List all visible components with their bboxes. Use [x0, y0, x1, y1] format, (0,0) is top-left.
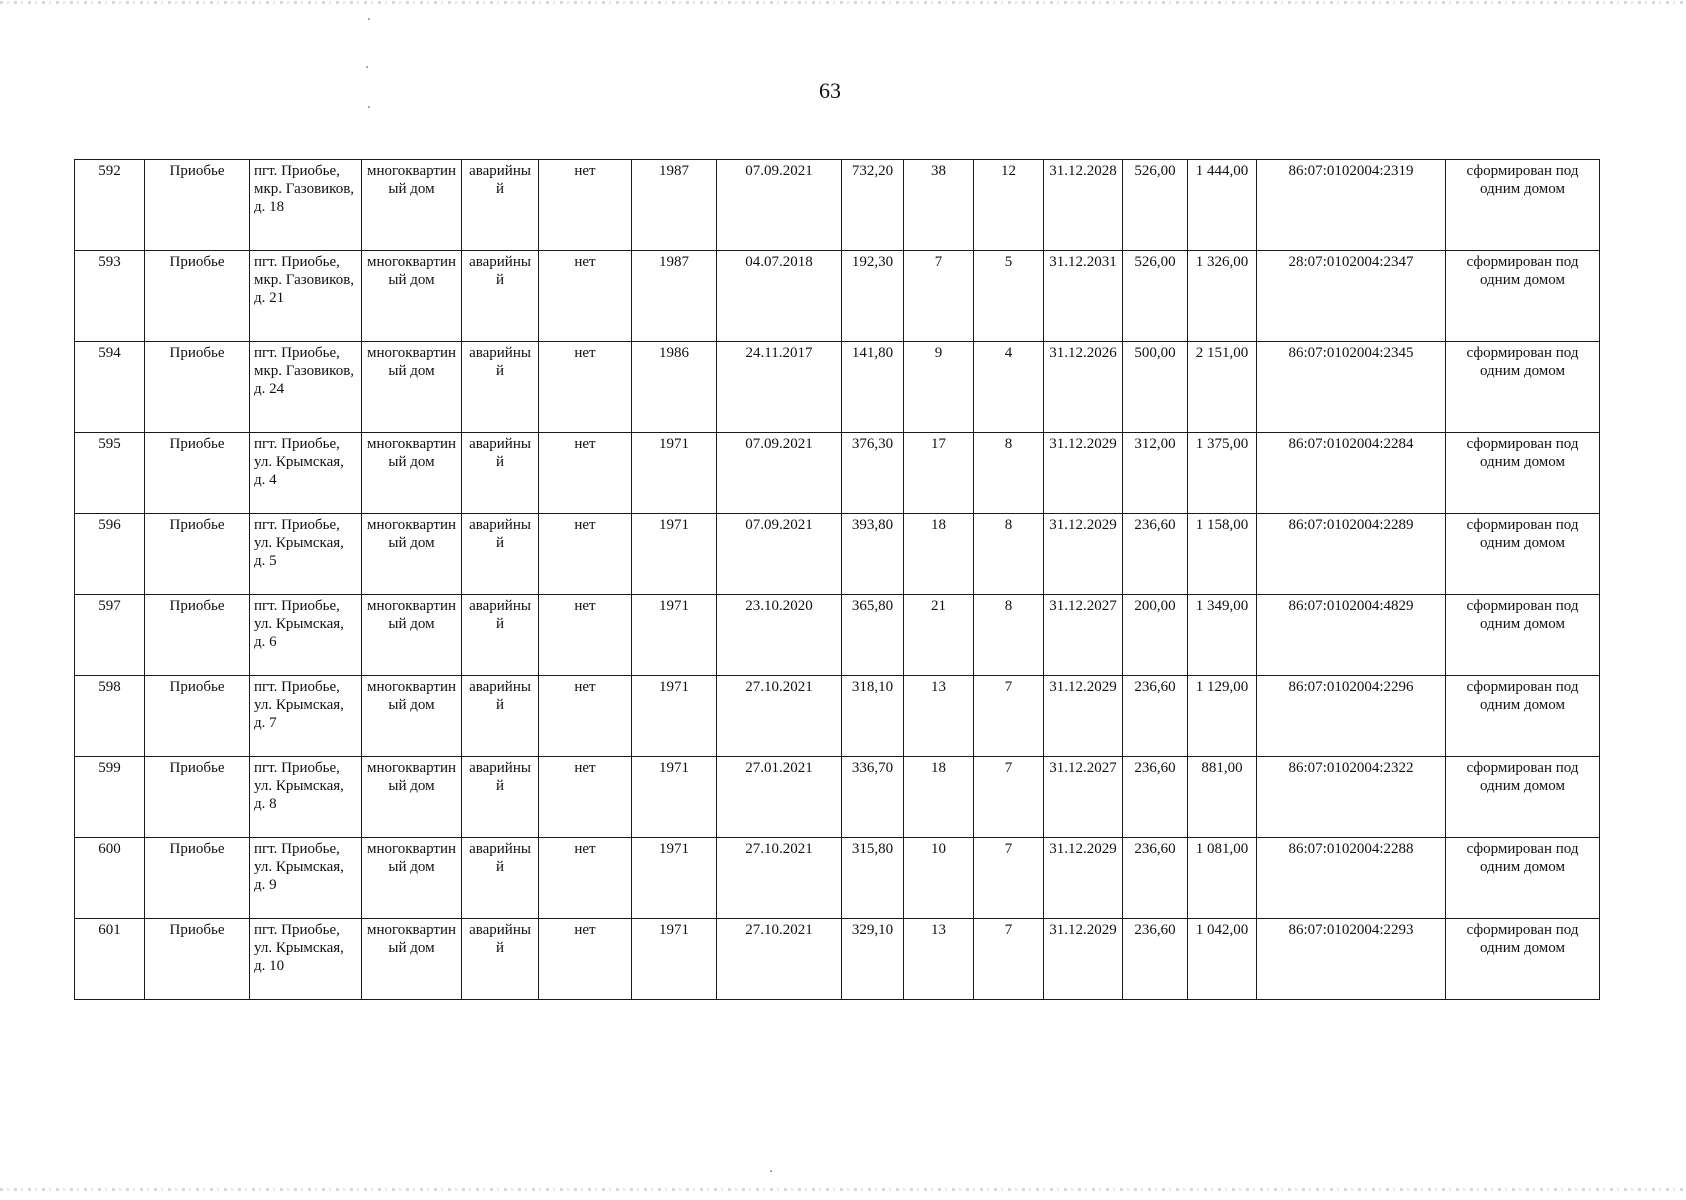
- cell-amount: 1 375,00: [1188, 433, 1257, 514]
- cell-year-built: 1971: [632, 919, 717, 1000]
- page-number: 63: [819, 78, 841, 103]
- cell-year-built: 1986: [632, 342, 717, 433]
- table-row: [75, 595, 1600, 676]
- cell-area: 732,20: [842, 160, 904, 251]
- cell-address: пгт. Приобье, мкр. Газовиков, д. 21: [250, 251, 362, 342]
- cell-residents: 18: [904, 514, 974, 595]
- cell-number: 600: [75, 838, 145, 919]
- cell-cadastral-number: 86:07:0102004:2289: [1257, 514, 1446, 595]
- cell-area: 365,80: [842, 595, 904, 676]
- cell-house-type: многоквартиный дом: [362, 838, 462, 919]
- cell-deadline: 31.12.2026: [1044, 342, 1123, 433]
- cell-house-type: многоквартиный дом: [362, 251, 462, 342]
- table-row: [75, 160, 1600, 251]
- cell-cadastral-number: 86:07:0102004:2319: [1257, 160, 1446, 251]
- cell-house-type: многоквартиный дом: [362, 160, 462, 251]
- cell-number: 601: [75, 919, 145, 1000]
- cell-house-type: многоквартиный дом: [362, 514, 462, 595]
- cell-cadastral-number: 86:07:0102004:2293: [1257, 919, 1446, 1000]
- cell-deadline: 31.12.2031: [1044, 251, 1123, 342]
- cell-cadastral-number: 86:07:0102004:2345: [1257, 342, 1446, 433]
- cell-residents: 13: [904, 919, 974, 1000]
- cell-amount: 881,00: [1188, 757, 1257, 838]
- cell-note: сформирован под одним домом: [1446, 160, 1600, 251]
- cell-number: 598: [75, 676, 145, 757]
- cell-condition: аварийный: [462, 342, 539, 433]
- cell-note: сформирован под одним домом: [1446, 595, 1600, 676]
- cell-units: 8: [974, 433, 1044, 514]
- cell-area: 336,70: [842, 757, 904, 838]
- cell-amount: 1 158,00: [1188, 514, 1257, 595]
- cell-deadline: 31.12.2029: [1044, 919, 1123, 1000]
- cell-cadastral-number: 86:07:0102004:2288: [1257, 838, 1446, 919]
- cell-condition: аварийный: [462, 514, 539, 595]
- cell-land-area: 526,00: [1123, 160, 1188, 251]
- cell-settlement: Приобье: [145, 342, 250, 433]
- cell-date: 27.10.2021: [717, 919, 842, 1000]
- cell-house-type: многоквартиный дом: [362, 433, 462, 514]
- cell-number: 595: [75, 433, 145, 514]
- cell-year-built: 1987: [632, 160, 717, 251]
- table-row: [75, 514, 1600, 595]
- cell-condition: аварийный: [462, 838, 539, 919]
- cell-date: 23.10.2020: [717, 595, 842, 676]
- cell-house-type: многоквартиный дом: [362, 676, 462, 757]
- cell-amount: 1 129,00: [1188, 676, 1257, 757]
- cell-note: сформирован под одним домом: [1446, 251, 1600, 342]
- cell-deadline: 31.12.2029: [1044, 838, 1123, 919]
- cell-land-area: 500,00: [1123, 342, 1188, 433]
- cell-residents: 9: [904, 342, 974, 433]
- cell-address: пгт. Приобье, ул. Крымская, д. 9: [250, 838, 362, 919]
- cell-units: 7: [974, 919, 1044, 1000]
- cell-amount: 1 081,00: [1188, 838, 1257, 919]
- cell-area: 329,10: [842, 919, 904, 1000]
- scan-speck: [366, 66, 368, 68]
- cell-units: 4: [974, 342, 1044, 433]
- cell-number: 594: [75, 342, 145, 433]
- cell-address: пгт. Приобье, мкр. Газовиков, д. 24: [250, 342, 362, 433]
- cell-area: 141,80: [842, 342, 904, 433]
- cell-amount: 1 326,00: [1188, 251, 1257, 342]
- cell-address: пгт. Приобье, ул. Крымская, д. 8: [250, 757, 362, 838]
- table-body: [75, 160, 1600, 1000]
- cell-land-area: 200,00: [1123, 595, 1188, 676]
- cell-residents: 21: [904, 595, 974, 676]
- cell-units: 7: [974, 838, 1044, 919]
- cell-house-type: многоквартиный дом: [362, 919, 462, 1000]
- cell-year-built: 1971: [632, 514, 717, 595]
- cell-house-type: многоквартиный дом: [362, 342, 462, 433]
- cell-units: 8: [974, 514, 1044, 595]
- cell-amount: 1 349,00: [1188, 595, 1257, 676]
- cell-area: 393,80: [842, 514, 904, 595]
- table-row: [75, 676, 1600, 757]
- scan-edge-top: [0, 1, 1686, 4]
- cell-date: 24.11.2017: [717, 342, 842, 433]
- cell-settlement: Приобье: [145, 757, 250, 838]
- cell-residents: 7: [904, 251, 974, 342]
- cell-land-area: 236,60: [1123, 514, 1188, 595]
- cell-cadastral-number: 28:07:0102004:2347: [1257, 251, 1446, 342]
- cell-amount: 1 042,00: [1188, 919, 1257, 1000]
- cell-settlement: Приобье: [145, 514, 250, 595]
- cell-cadastral-number: 86:07:0102004:4829: [1257, 595, 1446, 676]
- table-row: [75, 838, 1600, 919]
- cell-address: пгт. Приобье, мкр. Газовиков, д. 18: [250, 160, 362, 251]
- cell-land-area: 236,60: [1123, 757, 1188, 838]
- cell-number: 593: [75, 251, 145, 342]
- cell-flag: нет: [539, 160, 632, 251]
- cell-condition: аварийный: [462, 433, 539, 514]
- cell-units: 8: [974, 595, 1044, 676]
- cell-note: сформирован под одним домом: [1446, 514, 1600, 595]
- cell-area: 318,10: [842, 676, 904, 757]
- cell-settlement: Приобье: [145, 838, 250, 919]
- cell-address: пгт. Приобье, ул. Крымская, д. 5: [250, 514, 362, 595]
- cell-residents: 18: [904, 757, 974, 838]
- cell-flag: нет: [539, 251, 632, 342]
- cell-area: 315,80: [842, 838, 904, 919]
- cell-note: сформирован под одним домом: [1446, 433, 1600, 514]
- cell-residents: 38: [904, 160, 974, 251]
- cell-residents: 13: [904, 676, 974, 757]
- cell-area: 376,30: [842, 433, 904, 514]
- cell-settlement: Приобье: [145, 676, 250, 757]
- cell-number: 596: [75, 514, 145, 595]
- cell-condition: аварийный: [462, 676, 539, 757]
- cell-date: 07.09.2021: [717, 160, 842, 251]
- cell-units: 5: [974, 251, 1044, 342]
- cell-deadline: 31.12.2027: [1044, 757, 1123, 838]
- scan-speck: [368, 18, 370, 20]
- cell-land-area: 236,60: [1123, 919, 1188, 1000]
- cell-deadline: 31.12.2029: [1044, 676, 1123, 757]
- cell-flag: нет: [539, 514, 632, 595]
- cell-flag: нет: [539, 595, 632, 676]
- cell-cadastral-number: 86:07:0102004:2284: [1257, 433, 1446, 514]
- cell-settlement: Приобье: [145, 919, 250, 1000]
- cell-house-type: многоквартиный дом: [362, 757, 462, 838]
- cell-date: 07.09.2021: [717, 433, 842, 514]
- cell-land-area: 236,60: [1123, 838, 1188, 919]
- cell-flag: нет: [539, 838, 632, 919]
- cell-units: 7: [974, 757, 1044, 838]
- cell-settlement: Приобье: [145, 595, 250, 676]
- scan-speck: [770, 1170, 772, 1172]
- cell-year-built: 1971: [632, 433, 717, 514]
- cell-number: 592: [75, 160, 145, 251]
- cell-house-type: многоквартиный дом: [362, 595, 462, 676]
- table-row: [75, 433, 1600, 514]
- cell-address: пгт. Приобье, ул. Крымская, д. 7: [250, 676, 362, 757]
- cell-note: сформирован под одним домом: [1446, 838, 1600, 919]
- cell-date: 27.10.2021: [717, 838, 842, 919]
- cell-flag: нет: [539, 676, 632, 757]
- cell-condition: аварийный: [462, 757, 539, 838]
- cell-note: сформирован под одним домом: [1446, 757, 1600, 838]
- cell-deadline: 31.12.2029: [1044, 433, 1123, 514]
- cell-year-built: 1971: [632, 757, 717, 838]
- cell-deadline: 31.12.2029: [1044, 514, 1123, 595]
- table-row: [75, 919, 1600, 1000]
- cell-year-built: 1971: [632, 676, 717, 757]
- cell-note: сформирован под одним домом: [1446, 919, 1600, 1000]
- cell-flag: нет: [539, 757, 632, 838]
- cell-land-area: 526,00: [1123, 251, 1188, 342]
- cell-amount: 2 151,00: [1188, 342, 1257, 433]
- cell-condition: аварийный: [462, 595, 539, 676]
- table-row: [75, 757, 1600, 838]
- cell-land-area: 236,60: [1123, 676, 1188, 757]
- cell-cadastral-number: 86:07:0102004:2296: [1257, 676, 1446, 757]
- cell-number: 599: [75, 757, 145, 838]
- cell-flag: нет: [539, 433, 632, 514]
- cell-deadline: 31.12.2028: [1044, 160, 1123, 251]
- cell-amount: 1 444,00: [1188, 160, 1257, 251]
- cell-address: пгт. Приобье, ул. Крымская, д. 6: [250, 595, 362, 676]
- cell-cadastral-number: 86:07:0102004:2322: [1257, 757, 1446, 838]
- cell-units: 7: [974, 676, 1044, 757]
- cell-settlement: Приобье: [145, 160, 250, 251]
- cell-date: 27.10.2021: [717, 676, 842, 757]
- table-row: [75, 342, 1600, 433]
- cell-settlement: Приобье: [145, 433, 250, 514]
- housing-registry-table: [74, 159, 1600, 1000]
- cell-year-built: 1987: [632, 251, 717, 342]
- cell-date: 27.01.2021: [717, 757, 842, 838]
- table-row: [75, 251, 1600, 342]
- cell-units: 12: [974, 160, 1044, 251]
- cell-note: сформирован под одним домом: [1446, 342, 1600, 433]
- cell-condition: аварийный: [462, 919, 539, 1000]
- cell-flag: нет: [539, 919, 632, 1000]
- cell-year-built: 1971: [632, 838, 717, 919]
- cell-residents: 10: [904, 838, 974, 919]
- cell-deadline: 31.12.2027: [1044, 595, 1123, 676]
- scan-speck: [368, 106, 370, 108]
- cell-land-area: 312,00: [1123, 433, 1188, 514]
- cell-condition: аварийный: [462, 251, 539, 342]
- cell-date: 04.07.2018: [717, 251, 842, 342]
- cell-settlement: Приобье: [145, 251, 250, 342]
- cell-date: 07.09.2021: [717, 514, 842, 595]
- cell-year-built: 1971: [632, 595, 717, 676]
- cell-residents: 17: [904, 433, 974, 514]
- cell-note: сформирован под одним домом: [1446, 676, 1600, 757]
- cell-flag: нет: [539, 342, 632, 433]
- scan-edge-bottom: [0, 1188, 1686, 1191]
- cell-address: пгт. Приобье, ул. Крымская, д. 10: [250, 919, 362, 1000]
- cell-area: 192,30: [842, 251, 904, 342]
- cell-number: 597: [75, 595, 145, 676]
- cell-condition: аварийный: [462, 160, 539, 251]
- cell-address: пгт. Приобье, ул. Крымская, д. 4: [250, 433, 362, 514]
